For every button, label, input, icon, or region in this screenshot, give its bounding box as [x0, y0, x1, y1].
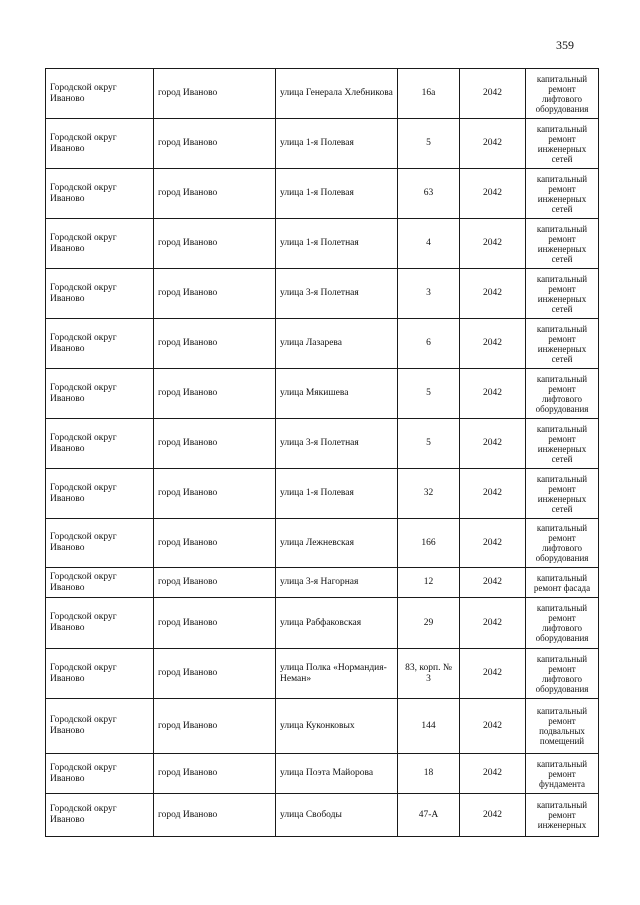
work-type-cell: капитальный ремонт инженерных сетей [526, 469, 599, 519]
district-cell: Городской округ Иваново [46, 119, 154, 169]
table-row [46, 69, 599, 119]
year-cell: 2042 [460, 119, 526, 169]
house-number-cell: 12 [398, 568, 460, 598]
work-type-cell: капитальный ремонт подвальных помещений [526, 699, 599, 754]
house-number-cell: 83, корп. № 3 [398, 649, 460, 699]
city-cell: город Иваново [154, 319, 276, 369]
year-cell: 2042 [460, 319, 526, 369]
house-number-cell: 18 [398, 754, 460, 794]
table-row [46, 699, 599, 754]
district-cell: Городской округ Иваново [46, 568, 154, 598]
house-number-cell: 5 [398, 119, 460, 169]
city-cell: город Иваново [154, 649, 276, 699]
district-cell: Городской округ Иваново [46, 794, 154, 837]
city-cell: город Иваново [154, 419, 276, 469]
district-cell: Городской округ Иваново [46, 699, 154, 754]
street-cell: улица Мякишева [276, 369, 398, 419]
year-cell: 2042 [460, 649, 526, 699]
work-type-cell: капитальный ремонт инженерных сетей [526, 419, 599, 469]
table-row [46, 598, 599, 649]
work-type-cell: капитальный ремонт инженерных сетей [526, 269, 599, 319]
table-row [46, 568, 599, 598]
street-cell: улица 3-я Полетная [276, 269, 398, 319]
work-type-cell: капитальный ремонт инженерных сетей [526, 169, 599, 219]
street-cell: улица Лазарева [276, 319, 398, 369]
year-cell: 2042 [460, 269, 526, 319]
year-cell: 2042 [460, 699, 526, 754]
house-number-cell: 5 [398, 419, 460, 469]
work-type-cell: капитальный ремонт лифтового оборудования [526, 69, 599, 119]
city-cell: город Иваново [154, 69, 276, 119]
page-number: 359 [556, 38, 574, 52]
city-cell: город Иваново [154, 469, 276, 519]
year-cell: 2042 [460, 219, 526, 269]
table-row [46, 794, 599, 837]
district-cell: Городской округ Иваново [46, 469, 154, 519]
city-cell: город Иваново [154, 754, 276, 794]
year-cell: 2042 [460, 169, 526, 219]
house-number-cell: 32 [398, 469, 460, 519]
district-cell: Городской округ Иваново [46, 269, 154, 319]
year-cell: 2042 [460, 568, 526, 598]
house-number-cell: 5 [398, 369, 460, 419]
city-cell: город Иваново [154, 568, 276, 598]
city-cell: город Иваново [154, 598, 276, 649]
table-row [46, 519, 599, 568]
street-cell: улица Рабфаковская [276, 598, 398, 649]
year-cell: 2042 [460, 519, 526, 568]
year-cell: 2042 [460, 794, 526, 837]
table-row [46, 119, 599, 169]
city-cell: город Иваново [154, 369, 276, 419]
street-cell: улица Свободы [276, 794, 398, 837]
district-cell: Городской округ Иваново [46, 369, 154, 419]
year-cell: 2042 [460, 754, 526, 794]
city-cell: город Иваново [154, 269, 276, 319]
city-cell: город Иваново [154, 519, 276, 568]
district-cell: Городской округ Иваново [46, 519, 154, 568]
street-cell: улица Лежневская [276, 519, 398, 568]
table-row [46, 319, 599, 369]
year-cell: 2042 [460, 598, 526, 649]
work-type-cell: капитальный ремонт инженерных сетей [526, 319, 599, 369]
district-cell: Городской округ Иваново [46, 419, 154, 469]
house-number-cell: 166 [398, 519, 460, 568]
street-cell: улица 3-я Нагорная [276, 568, 398, 598]
street-cell: улица Поэта Майорова [276, 754, 398, 794]
house-number-cell: 3 [398, 269, 460, 319]
work-type-cell: капитальный ремонт фасада [526, 568, 599, 598]
work-type-cell: капитальный ремонт инженерных сетей [526, 219, 599, 269]
table-row [46, 169, 599, 219]
district-cell: Городской округ Иваново [46, 319, 154, 369]
table-row [46, 469, 599, 519]
table-row [46, 219, 599, 269]
house-number-cell: 4 [398, 219, 460, 269]
street-cell: улица Куконковых [276, 699, 398, 754]
year-cell: 2042 [460, 69, 526, 119]
city-cell: город Иваново [154, 699, 276, 754]
house-number-cell: 144 [398, 699, 460, 754]
work-type-cell: капитальный ремонт лифтового оборудования [526, 649, 599, 699]
house-number-cell: 63 [398, 169, 460, 219]
year-cell: 2042 [460, 419, 526, 469]
street-cell: улица 1-я Полевая [276, 469, 398, 519]
work-type-cell: капитальный ремонт лифтового оборудования [526, 519, 599, 568]
work-type-cell: капитальный ремонт инженерных [526, 794, 599, 837]
work-type-cell: капитальный ремонт инженерных сетей [526, 119, 599, 169]
city-cell: город Иваново [154, 119, 276, 169]
district-cell: Городской округ Иваново [46, 649, 154, 699]
house-number-cell: 16а [398, 69, 460, 119]
city-cell: город Иваново [154, 219, 276, 269]
house-number-cell: 29 [398, 598, 460, 649]
street-cell: улица 1-я Полевая [276, 119, 398, 169]
city-cell: город Иваново [154, 794, 276, 837]
table-row [46, 369, 599, 419]
district-cell: Городской округ Иваново [46, 69, 154, 119]
street-cell: улица Полка «Нормандия-Неман» [276, 649, 398, 699]
district-cell: Городской округ Иваново [46, 598, 154, 649]
district-cell: Городской округ Иваново [46, 754, 154, 794]
district-cell: Городской округ Иваново [46, 219, 154, 269]
street-cell: улица Генерала Хлебникова [276, 69, 398, 119]
year-cell: 2042 [460, 369, 526, 419]
work-type-cell: капитальный ремонт лифтового оборудования [526, 369, 599, 419]
street-cell: улица 3-я Полетная [276, 419, 398, 469]
work-type-cell: капитальный ремонт лифтового оборудования [526, 598, 599, 649]
table-row [46, 269, 599, 319]
city-cell: город Иваново [154, 169, 276, 219]
year-cell: 2042 [460, 469, 526, 519]
street-cell: улица 1-я Полетная [276, 219, 398, 269]
repair-schedule-table [45, 68, 599, 837]
house-number-cell: 47-А [398, 794, 460, 837]
street-cell: улица 1-я Полевая [276, 169, 398, 219]
table-row [46, 754, 599, 794]
table-row [46, 649, 599, 699]
house-number-cell: 6 [398, 319, 460, 369]
work-type-cell: капитальный ремонт фундамента [526, 754, 599, 794]
district-cell: Городской округ Иваново [46, 169, 154, 219]
table-row [46, 419, 599, 469]
